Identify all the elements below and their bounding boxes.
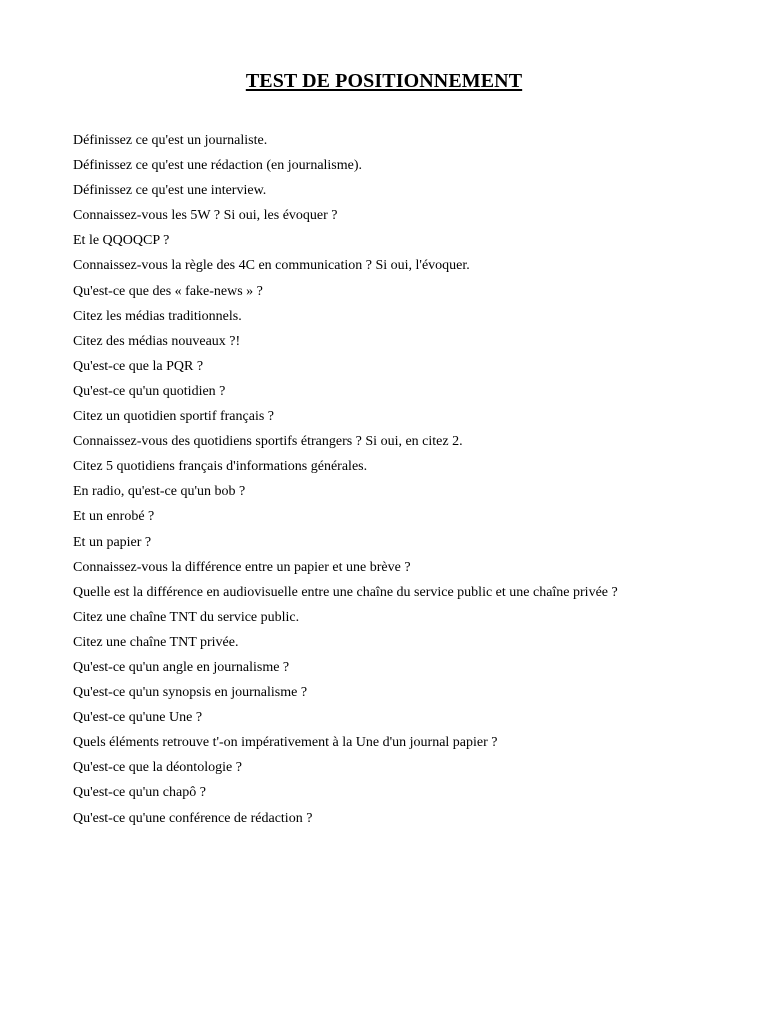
question-item: Citez un quotidien sportif français ? [73,409,274,425]
question-item: Qu'est-ce qu'une conférence de rédaction ? [73,810,313,826]
question-item: Et un enrobé ? [73,509,155,525]
question-item: Définissez ce qu'est un journaliste. [73,133,268,148]
question-item: Définissez ce qu'est une interview. [73,183,267,199]
question-item: Qu'est-ce qu'un synopsis en journalisme ? [73,685,308,701]
question-item: Connaissez-vous des quotidiens sportifs étrangers ? Si oui, en citez 2. [73,434,463,450]
question-item: Qu'est-ce qu'un angle en journalisme ? [73,659,290,675]
question-item: Qu'est-ce qu'un quotidien ? [73,383,226,399]
question-item: Définissez ce qu'est une rédaction (en journalisme). [73,158,363,174]
question-item: Connaissez-vous la règle des 4C en communication ? Si oui, l'évoquer. [73,258,470,274]
question-item: Connaissez-vous les 5W ? Si oui, les évoquer ? [73,208,338,224]
question-item: Et un papier ? [73,534,152,550]
question-item: Quelle est la différence en audiovisuelle entre une chaîne du service public et une chaîne privée ? [73,584,618,600]
question-item: Connaissez-vous la différence entre un papier et une brève ? [73,559,411,575]
question-item: Citez les médias traditionnels. [73,308,242,324]
question-item: Et le QQOQCP ? [73,233,170,249]
question-item: Citez 5 quotidiens français d'informations générales. [73,459,368,475]
question-list [73,128,618,831]
question-item: Qu'est-ce qu'une Une ? [73,710,203,726]
question-item: Quels éléments retrouve t'-on impérativement à la Une d'un journal papier ? [73,735,498,751]
question-item: Citez des médias nouveaux ?! [73,333,241,349]
question-item: Qu'est-ce que la déontologie ? [73,760,242,776]
question-item: Qu'est-ce que des « fake-news » ? [73,283,263,299]
question-item: Citez une chaîne TNT du service public. [73,609,300,625]
question-item: Qu'est-ce que la PQR ? [73,358,204,374]
question-item: Qu'est-ce qu'un chapô ? [73,785,206,801]
question-item: En radio, qu'est-ce qu'un bob ? [73,484,246,500]
question-item: Citez une chaîne TNT privée. [73,634,239,650]
page-title: TEST DE POSITIONNEMENT [245,70,523,92]
